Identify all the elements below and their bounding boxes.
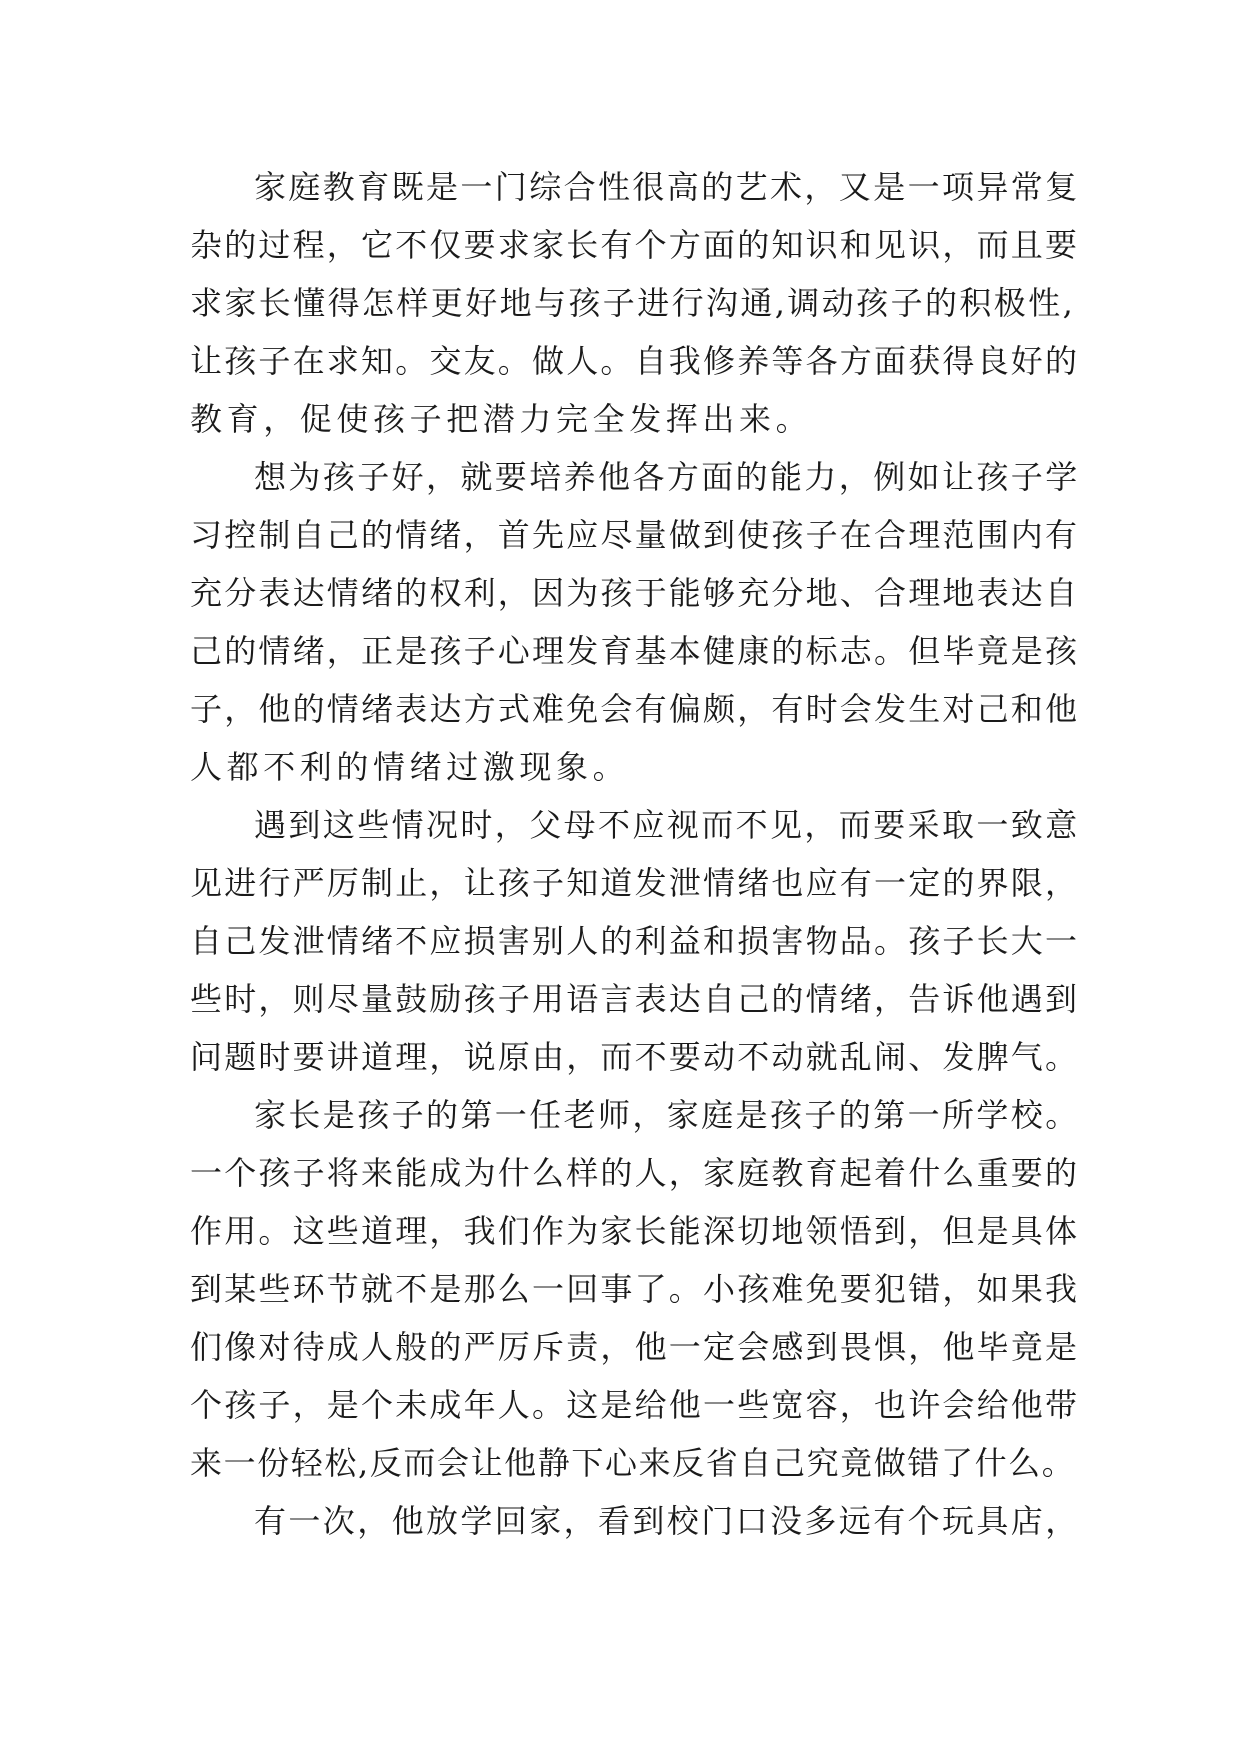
text-line: 习控制自己的情绪，首先应尽量做到使孩子在合理范围内有 bbox=[190, 516, 1080, 554]
text-line: 一个孩子将来能成为什么样的人，家庭教育起着什么重要的 bbox=[190, 1154, 1080, 1192]
paragraph-first-line: 遇到这些情况时，父母不应视而不见，而要采取一致意 bbox=[254, 806, 1080, 844]
text-line: 见进行严厉制止，让孩子知道发泄情绪也应有一定的界限， bbox=[190, 864, 1080, 902]
text-line: 自己发泄情绪不应损害别人的利益和损害物品。孩子长大一 bbox=[190, 922, 1080, 960]
paragraph-first-line: 家长是孩子的第一任老师，家庭是孩子的第一所学校。 bbox=[254, 1096, 1080, 1134]
text-line: 己的情绪，正是孩子心理发育基本健康的标志。但毕竟是孩 bbox=[190, 632, 1080, 670]
text-line: 们像对待成人般的严厉斥责，他一定会感到畏惧，他毕竟是 bbox=[190, 1328, 1080, 1366]
paragraph-first-line: 想为孩子好，就要培养他各方面的能力，例如让孩子学 bbox=[254, 458, 1080, 496]
text-line: 来一份轻松,反而会让他静下心来反省自己究竟做错了什么。 bbox=[190, 1444, 1076, 1482]
text-line: 杂的过程，它不仅要求家长有个方面的知识和见识，而且要 bbox=[190, 226, 1080, 264]
text-line: 子，他的情绪表达方式难免会有偏颇，有时会发生对己和他 bbox=[190, 690, 1080, 728]
text-line: 让孩子在求知。交友。做人。自我修养等各方面获得良好的 bbox=[190, 342, 1080, 380]
text-line: 作用。这些道理，我们作为家长能深切地领悟到，但是具体 bbox=[190, 1212, 1080, 1250]
text-line: 些时，则尽量鼓励孩子用语言表达自己的情绪，告诉他遇到 bbox=[190, 980, 1080, 1018]
text-line: 充分表达情绪的权利，因为孩于能够充分地、合理地表达自 bbox=[190, 574, 1080, 612]
paragraph-first-line: 家庭教育既是一门综合性很高的艺术，又是一项异常复 bbox=[254, 168, 1080, 206]
text-line: 到某些环节就不是那么一回事了。小孩难免要犯错，如果我 bbox=[190, 1270, 1080, 1308]
text-line: 求家长懂得怎样更好地与孩子进行沟通,调动孩子的积极性, bbox=[190, 284, 1076, 322]
text-line: 问题时要讲道理，说原由，而不要动不动就乱闹、发脾气。 bbox=[190, 1038, 1080, 1076]
text-line: 教育，促使孩子把潜力完全发挥出来。 bbox=[190, 400, 813, 438]
document-body bbox=[190, 158, 1080, 1550]
paragraph-first-line: 有一次，他放学回家，看到校门口没多远有个玩具店， bbox=[254, 1502, 1080, 1540]
text-line: 个孩子，是个未成年人。这是给他一些宽容，也许会给他带 bbox=[190, 1386, 1080, 1424]
text-line: 人都不利的情绪过激现象。 bbox=[190, 748, 630, 786]
